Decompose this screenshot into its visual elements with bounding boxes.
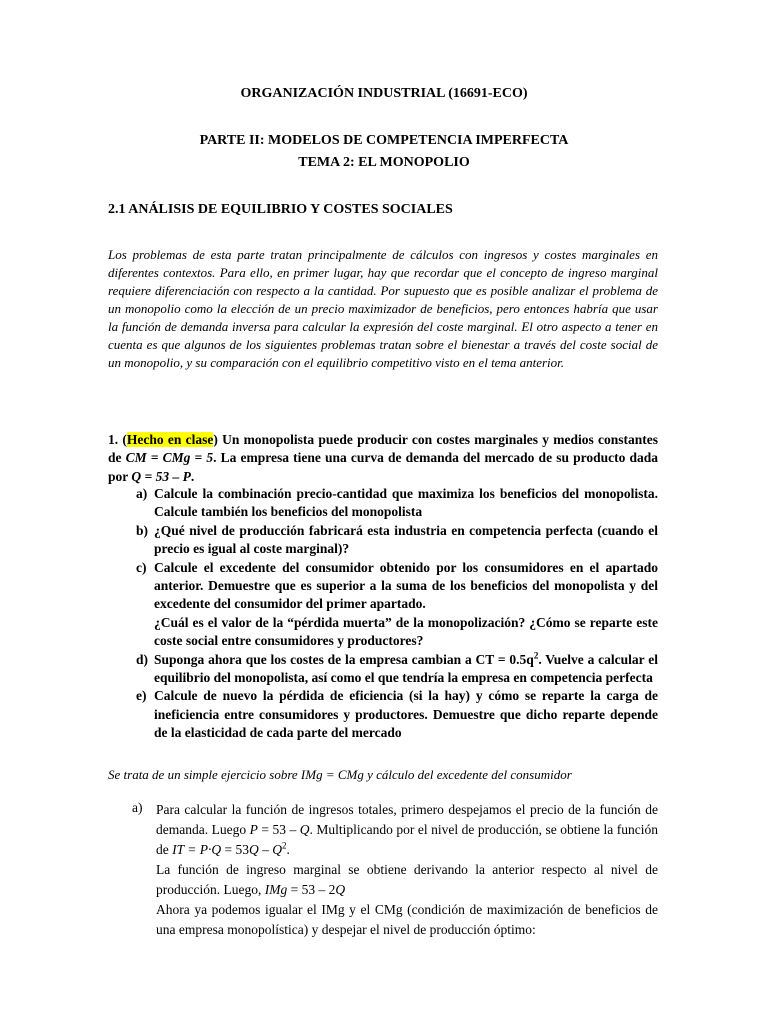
section-heading: 2.1 ANÁLISIS DE EQUILIBRIO Y COSTES SOCIALES <box>108 202 453 217</box>
answer-paragraph-2: La función de ingreso marginal se obtiene derivando la anterior respecto al nivel de producción. Luego, IMg = 53 – 2Q <box>156 862 658 897</box>
course-title: ORGANIZACIÓN INDUSTRIAL (16691-ECO) <box>240 86 528 101</box>
exercise-note: Se trata de un simple ejercicio sobre IMg = CMg y cálculo del excedente del consumidor <box>108 767 572 782</box>
demand-equation: Q = 53 – P <box>131 468 191 484</box>
intro-paragraph: Los problemas de esta parte tratan principalmente de cálculos con ingresos y costes marginales en diferentes contextos. Para ello, en primer lugar, hay que recordar que el concepto de ingreso marginal requiere diferenciación con respecto a la cantidad. Por supuesto que es posible analizar el problema de un monopolio como la elección de un precio maximizador de beneficios, pero entonces habría que usar la función de demanda inversa para calcular la expresión del coste marginal. El otro aspecto a tener en cuenta es que algunos de los siguientes problemas tratan sobre el bienestar a través del coste social de un monopolio, y su comparación con el equilibrio competitivo visto en el tema anterior. <box>108 247 658 370</box>
list-item: a) Calcule la combinación precio-cantidad que maximiza los beneficios del monopolista. Calcule también los beneficios del monopolista <box>136 486 658 520</box>
topic-title: TEMA 2: EL MONOPOLIO <box>298 155 470 170</box>
list-item: e) Calcule de nuevo la pérdida de eficiencia (si la hay) y cómo se reparte la carga de ineficiencia entre consumidores y productores. Demuestre que dicho reparte depende de la elasticidad de cada parte del mercado <box>136 688 658 741</box>
done-in-class-highlight: Hecho en clase <box>126 432 214 447</box>
part-title: PARTE II: MODELOS DE COMPETENCIA IMPERFECTA <box>199 133 569 148</box>
answer-paragraph-1: Para calcular la función de ingresos totales, primero despejamos el precio de la función de demanda. Luego P = 53 – Q. Multiplicando por el nivel de producción, se obtiene la función de IT = $P\cdot Q = 53Q - Q^2$. <box>156 802 658 857</box>
answer-a: a) Para calcular la función de ingresos totales, primero despejamos el precio de la función de demanda. Luego P = 53 – Q. Multiplicando por el nivel de producción, se obtiene la función de IT = $P\cdot Q = 53Q - Q^2$. La función de ingreso marginal se obtiene derivando la anterior respecto al nivel de producción. Luego, IMg = 53 – 2Q Ahora ya podemos igualar el IMg y el CMg (condición de maximización de beneficios de una empresa monopolística) y despejar el nivel de producción óptimo: <box>128 800 658 940</box>
problem-1-items <box>108 485 658 743</box>
answer-paragraph-3: Ahora ya podemos igualar el IMg y el CMg (condición de maximización de beneficios de una empresa monopolística) y despejar el nivel de producción óptimo: <box>156 902 658 937</box>
deadweight-question: ¿Cuál es el valor de la “pérdida muerta” de la monopolización? ¿Cómo se reparte este coste social entre consumidores y productores? <box>154 614 658 649</box>
problem-1-statement: 1. (Hecho en clase) Un monopolista puede producir con costes marginales y medios constantes de CM = CMg = 5. La empresa tiene una curva de demanda del mercado de su producto dada por Q = 53 – P. <box>108 432 659 484</box>
list-item: b) ¿Qué nivel de producción fabricará esta industria en competencia perfecta (cuando el precio es igual al coste marginal)? <box>136 522 658 557</box>
problem-number: 1. ( <box>108 432 127 447</box>
list-item: d) Suponga ahora que los costes de la empresa cambian a CT = $0.5q^2$. Vuelve a calcular el equilibrio del monopolista, así como el que tendría la empresa en competencia perfecta <box>136 650 658 686</box>
cost-equation: CM = CMg = 5 <box>125 450 214 466</box>
list-item: c) Calcule el excedente del consumidor obtenido por los consumidores en el apartado anterior. Demuestre que es superior a la suma de los beneficios del monopolista y del excedente del consumidor del primer apartado. ¿Cuál es el valor de la “pérdida muerta” de la monopolización? ¿Cómo se reparte este coste social entre consumidores y productores? <box>136 559 658 649</box>
